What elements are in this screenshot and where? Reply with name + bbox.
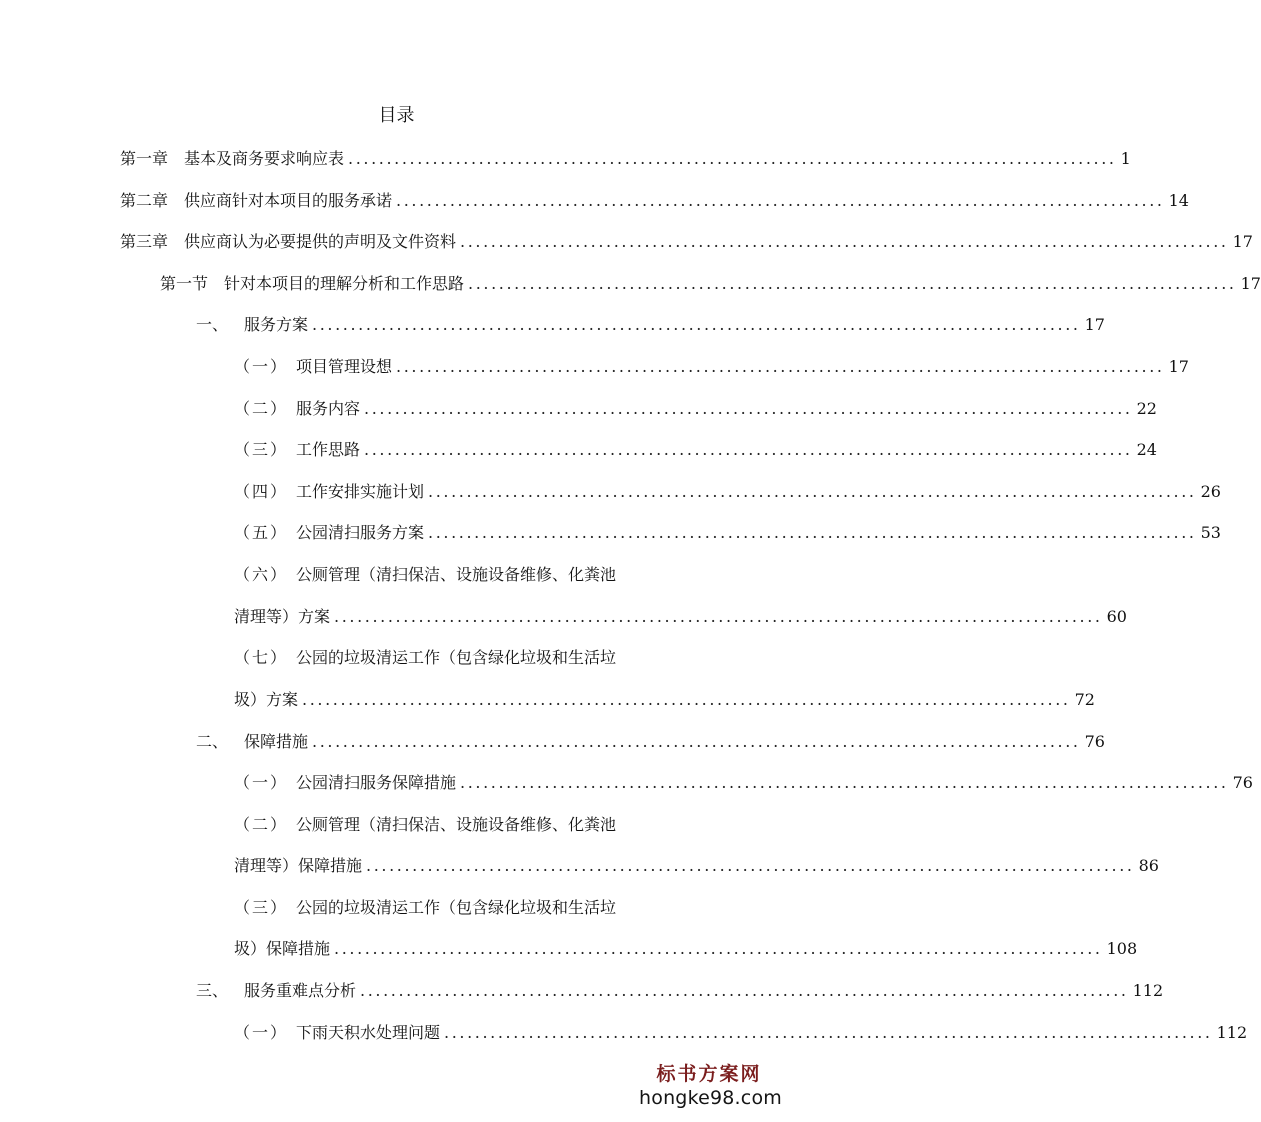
toc-entry-text: 公园的垃圾清运工作（包含绿化垃圾和生活垃 <box>296 648 617 667</box>
toc-entry[interactable] <box>234 604 1127 630</box>
toc-entry-page: 14 <box>1168 191 1189 210</box>
toc-dot-leader: .................................................................................................... <box>348 149 1117 168</box>
toc-entry-number: （一） <box>234 773 289 792</box>
toc-entry-page: 24 <box>1136 440 1157 459</box>
toc-entry[interactable] <box>120 229 1253 255</box>
toc-dot-leader: .................................................................................................... <box>460 232 1229 251</box>
toc-dot-leader: .................................................................................................... <box>396 191 1165 210</box>
toc-entry-number: （二） <box>234 399 289 418</box>
toc-dot-leader: .................................................................................................... <box>360 981 1129 1000</box>
toc-entry-number: 第二章 <box>120 191 169 210</box>
toc-entry-page: 1 <box>1120 149 1131 168</box>
toc-entry-number: （一） <box>234 357 289 376</box>
toc-entry-text: 供应商针对本项目的服务承诺 <box>184 191 393 210</box>
toc-entry-page: 76 <box>1232 773 1253 792</box>
toc-entry-page: 112 <box>1132 981 1164 1000</box>
toc-entry[interactable] <box>234 1020 1248 1046</box>
toc-entry-text-continued: 清理等）保障措施 <box>234 856 363 875</box>
toc-entry[interactable] <box>234 770 1253 796</box>
toc-entry-text: 公园清扫服务方案 <box>296 523 425 542</box>
toc-entry[interactable] <box>234 479 1221 505</box>
toc-entry-text: 基本及商务要求响应表 <box>184 149 345 168</box>
toc-entry[interactable] <box>234 687 1095 713</box>
toc-entry[interactable] <box>234 437 1157 463</box>
toc-entry-text: 服务重难点分析 <box>244 981 357 1000</box>
toc-entry-page: 53 <box>1200 523 1221 542</box>
toc-entry-number: （二） <box>234 815 289 834</box>
toc-entry-text-continued: 圾）保障措施 <box>234 939 331 958</box>
toc-entry-page: 108 <box>1106 939 1138 958</box>
toc-entry-text: 公厕管理（清扫保洁、设施设备维修、化粪池 <box>296 565 617 584</box>
toc-entry-number: 第三章 <box>120 232 169 251</box>
toc-entry[interactable] <box>234 520 1221 546</box>
toc-dot-leader: .................................................................................................... <box>334 607 1103 626</box>
toc-entry-number: （七） <box>234 648 289 667</box>
toc-dot-leader: .................................................................................................... <box>428 523 1197 542</box>
toc-entry-first-line[interactable] <box>234 645 616 671</box>
toc-entry[interactable] <box>234 354 1189 380</box>
toc-entry-first-line[interactable] <box>234 562 616 588</box>
toc-entry-number: 一、 <box>196 315 229 334</box>
toc-dot-leader: .................................................................................................... <box>364 399 1133 418</box>
watermark-url: hongke98.com <box>639 1087 782 1109</box>
toc-title: 目录 <box>378 105 415 126</box>
toc-entry-text: 项目管理设想 <box>296 357 393 376</box>
toc-entry-text-continued: 清理等）方案 <box>234 607 331 626</box>
toc-entry-number: 二、 <box>196 732 229 751</box>
toc-entry[interactable] <box>234 853 1159 879</box>
toc-entry-text: 下雨天积水处理问题 <box>296 1023 441 1042</box>
toc-dot-leader: .................................................................................................... <box>302 690 1071 709</box>
toc-entry-text: 服务内容 <box>296 399 361 418</box>
toc-entry-number: （三） <box>234 440 289 459</box>
toc-entry-text: 服务方案 <box>244 315 309 334</box>
toc-entry-number: 第一节 <box>160 274 209 293</box>
toc-entry-first-line[interactable] <box>234 812 616 838</box>
toc-entry-text-continued: 圾）方案 <box>234 690 299 709</box>
toc-entry-number: （四） <box>234 482 289 501</box>
watermark-name: 标书方案网 <box>656 1063 762 1085</box>
toc-entry-page: 72 <box>1074 690 1095 709</box>
toc-entry[interactable] <box>196 978 1164 1004</box>
toc-dot-leader: .................................................................................................... <box>428 482 1197 501</box>
toc-entry-number: （三） <box>234 898 289 917</box>
toc-entry-page: 22 <box>1136 399 1157 418</box>
toc-entry-first-line[interactable] <box>234 895 616 921</box>
toc-entry-text: 公园的垃圾清运工作（包含绿化垃圾和生活垃 <box>296 898 617 917</box>
toc-entry[interactable] <box>120 146 1131 172</box>
toc-entry[interactable] <box>234 936 1138 962</box>
toc-entry-page: 86 <box>1138 856 1159 875</box>
toc-entry-page: 60 <box>1106 607 1127 626</box>
toc-dot-leader: .................................................................................................... <box>364 440 1133 459</box>
toc-entry-text: 公园清扫服务保障措施 <box>296 773 457 792</box>
toc-dot-leader: .................................................................................................... <box>312 732 1081 751</box>
toc-entry-text: 供应商认为必要提供的声明及文件资料 <box>184 232 457 251</box>
toc-dot-leader: .................................................................................................... <box>460 773 1229 792</box>
toc-entry-page: 17 <box>1084 315 1105 334</box>
toc-entry[interactable] <box>160 271 1261 297</box>
toc-entry-page: 17 <box>1168 357 1189 376</box>
toc-dot-leader: .................................................................................................... <box>334 939 1103 958</box>
toc-entry[interactable] <box>196 312 1105 338</box>
toc-dot-leader: .................................................................................................... <box>468 274 1237 293</box>
toc-entry-number: （一） <box>234 1023 289 1042</box>
toc-entry[interactable] <box>234 396 1157 422</box>
toc-dot-leader: .................................................................................................... <box>444 1023 1213 1042</box>
toc-dot-leader: .................................................................................................... <box>396 357 1165 376</box>
toc-entry-page: 17 <box>1232 232 1253 251</box>
toc-entry-text: 工作安排实施计划 <box>296 482 425 501</box>
toc-entry-number: （六） <box>234 565 289 584</box>
toc-dot-leader: .................................................................................................... <box>312 315 1081 334</box>
toc-entry[interactable] <box>196 729 1105 755</box>
toc-entry-page: 26 <box>1200 482 1221 501</box>
toc-entry-text: 工作思路 <box>296 440 361 459</box>
toc-entry-number: 第一章 <box>120 149 169 168</box>
toc-entry-page: 112 <box>1216 1023 1248 1042</box>
toc-entry-text: 公厕管理（清扫保洁、设施设备维修、化粪池 <box>296 815 617 834</box>
site-watermark <box>639 1062 782 1110</box>
toc-entry-text: 针对本项目的理解分析和工作思路 <box>224 274 465 293</box>
toc-entry-number: 三、 <box>196 981 229 1000</box>
toc-entry-page: 76 <box>1084 732 1105 751</box>
toc-entry-page: 17 <box>1240 274 1261 293</box>
toc-entry-text: 保障措施 <box>244 732 309 751</box>
toc-entry-number: （五） <box>234 523 289 542</box>
toc-entry[interactable] <box>120 188 1189 214</box>
toc-dot-leader: .................................................................................................... <box>366 856 1135 875</box>
